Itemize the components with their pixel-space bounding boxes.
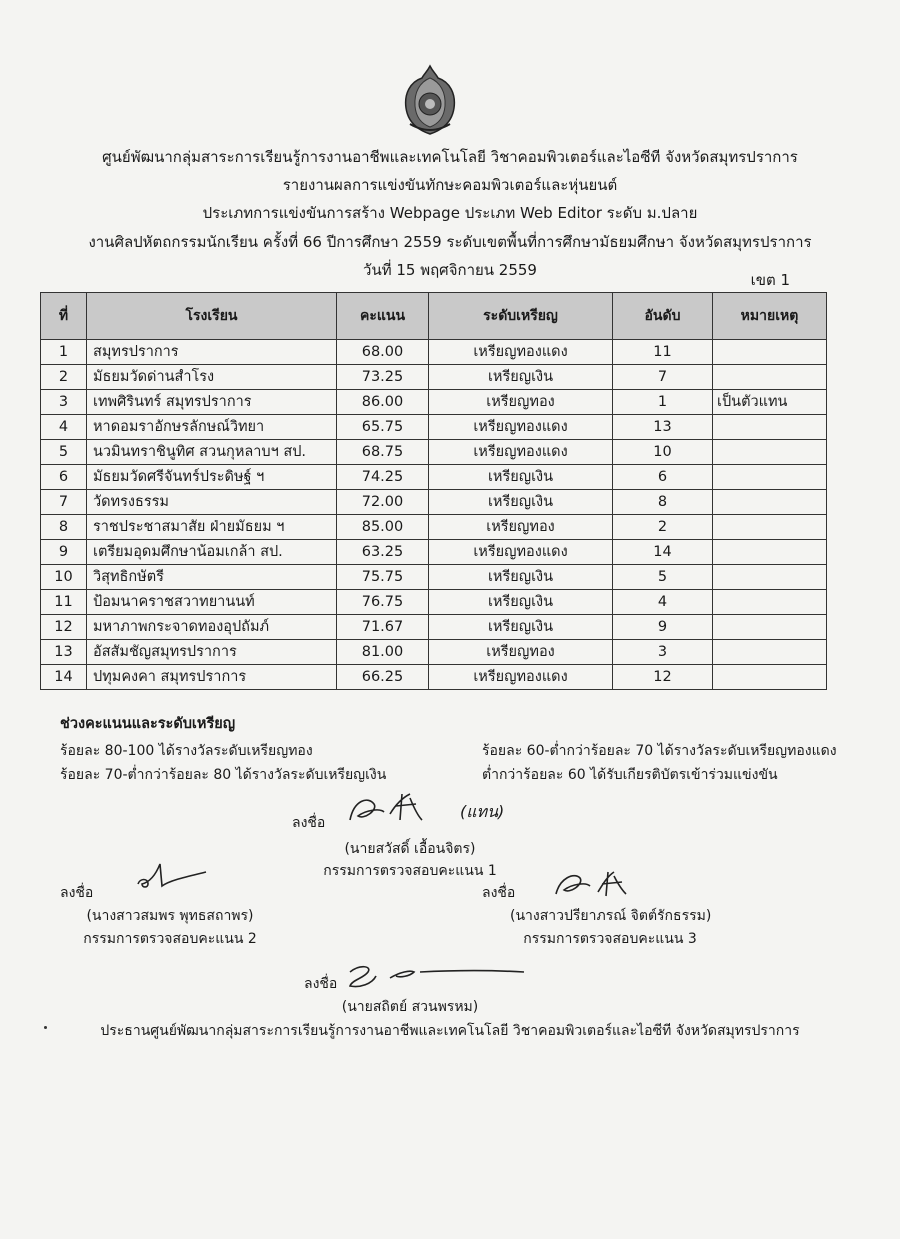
col-header-school: โรงเรียน — [87, 293, 337, 340]
range-bronze: ร้อยละ 60-ต่ำกว่าร้อยละ 70 ได้รางวัลระดับเหรียญทองแดง — [482, 743, 837, 759]
cell-no: 14 — [41, 665, 87, 690]
chair-role: ประธานศูนย์พัฒนากลุ่มสาระการเรียนรู้การงานอาชีพและเทคโนโลยี วิชาคอมพิวเตอร์และไอซีที จังหวัดสมุทรปราการ — [100, 1023, 800, 1039]
cell-school: มัธยมวัดด่านสำโรง — [87, 365, 337, 390]
cell-score: 68.00 — [337, 340, 429, 365]
cell-note — [713, 465, 827, 490]
scan-dot — [44, 1026, 47, 1029]
judge2-signature — [130, 858, 210, 894]
cell-medal: เหรียญเงิน — [429, 615, 613, 640]
cell-note — [713, 590, 827, 615]
cell-medal: เหรียญเงิน — [429, 565, 613, 590]
cell-school: ป้อมนาคราชสวาทยานนท์ — [87, 590, 337, 615]
judge3-signature — [548, 866, 668, 902]
range-gold: ร้อยละ 80-100 ได้รางวัลระดับเหรียญทอง — [60, 743, 313, 759]
table-row — [41, 515, 827, 540]
judge2-role: กรรมการตรวจสอบคะแนน 2 — [83, 931, 257, 947]
cell-medal: เหรียญทองแดง — [429, 440, 613, 465]
judge3-role: กรรมการตรวจสอบคะแนน 3 — [523, 931, 697, 947]
cell-no: 5 — [41, 440, 87, 465]
cell-no: 13 — [41, 640, 87, 665]
cell-note — [713, 415, 827, 440]
table-row — [41, 390, 827, 415]
cell-note — [713, 440, 827, 465]
cell-score: 63.25 — [337, 540, 429, 565]
cell-no: 4 — [41, 415, 87, 440]
header-line-3: ประเภทการแข่งขันการสร้าง Webpage ประเภท Web Editor ระดับ ม.ปลาย — [202, 204, 698, 222]
cell-no: 8 — [41, 515, 87, 540]
cell-rank: 4 — [613, 590, 713, 615]
results-table — [40, 292, 827, 690]
judge2-name: (นางสาวสมพร พุทธสถาพร) — [86, 908, 254, 924]
cell-school: มหาภาพกระจาดทองอุปถัมภ์ — [87, 615, 337, 640]
table-row — [41, 640, 827, 665]
cell-no: 7 — [41, 490, 87, 515]
cell-medal: เหรียญทองแดง — [429, 340, 613, 365]
cell-note — [713, 565, 827, 590]
cell-score: 71.67 — [337, 615, 429, 640]
cell-note — [713, 640, 827, 665]
cell-medal: เหรียญทองแดง — [429, 415, 613, 440]
table-row — [41, 415, 827, 440]
cell-rank: 14 — [613, 540, 713, 565]
cell-score: 66.25 — [337, 665, 429, 690]
table-row — [41, 465, 827, 490]
cell-note — [713, 540, 827, 565]
judge1-signature — [340, 790, 470, 830]
judge3-name: (นางสาวปรียาภรณ์ จิตต์รักธรรม) — [510, 908, 712, 924]
cell-no: 11 — [41, 590, 87, 615]
cell-rank: 10 — [613, 440, 713, 465]
cell-rank: 8 — [613, 490, 713, 515]
cell-rank: 2 — [613, 515, 713, 540]
table-row — [41, 590, 827, 615]
header-date: วันที่ 15 พฤศจิกายน 2559 — [363, 261, 537, 279]
cell-no: 9 — [41, 540, 87, 565]
cell-medal: เหรียญทอง — [429, 515, 613, 540]
cell-school: สมุทรปราการ — [87, 340, 337, 365]
cell-note — [713, 365, 827, 390]
cell-score: 86.00 — [337, 390, 429, 415]
cell-rank: 12 — [613, 665, 713, 690]
cell-no: 12 — [41, 615, 87, 640]
judge2-sign-label: ลงชื่อ — [60, 885, 94, 901]
cell-no: 2 — [41, 365, 87, 390]
cell-school: วัดทรงธรรม — [87, 490, 337, 515]
col-header-score: คะแนน — [337, 293, 429, 340]
header-line-1: ศูนย์พัฒนากลุ่มสาระการเรียนรู้การงานอาชีพและเทคโนโลยี วิชาคอมพิวเตอร์และไอซีที จังหวัดสมุทรปราการ — [102, 148, 798, 166]
cell-rank: 11 — [613, 340, 713, 365]
header-line-2: รายงานผลการแข่งขันทักษะคอมพิวเตอร์และหุ่นยนต์ — [282, 176, 618, 194]
cell-rank: 9 — [613, 615, 713, 640]
cell-no: 10 — [41, 565, 87, 590]
col-header-medal: ระดับเหรียญ — [429, 293, 613, 340]
cell-school: วิสุทธิกษัตรี — [87, 565, 337, 590]
table-row — [41, 440, 827, 465]
header-line-4: งานศิลปหัตถกรรมนักเรียน ครั้งที่ 66 ปีการศึกษา 2559 ระดับเขตพื้นที่การศึกษามัธยมศึกษา จังหวัดสมุทรปราการ — [88, 233, 812, 251]
table-header-row — [41, 293, 827, 340]
cell-school: เทพศิรินทร์ สมุทรปราการ — [87, 390, 337, 415]
cell-medal: เหรียญเงิน — [429, 465, 613, 490]
cell-medal: เหรียญเงิน — [429, 365, 613, 390]
cell-school: ปทุมคงคา สมุทรปราการ — [87, 665, 337, 690]
cell-score: 81.00 — [337, 640, 429, 665]
table-row — [41, 665, 827, 690]
cell-school: มัธยมวัดศรีจันทร์ประดิษฐ์ ฯ — [87, 465, 337, 490]
table-row — [41, 615, 827, 640]
cell-rank: 3 — [613, 640, 713, 665]
cell-rank: 6 — [613, 465, 713, 490]
cell-score: 68.75 — [337, 440, 429, 465]
zone-label: เขต 1 — [750, 271, 790, 289]
cell-medal: เหรียญทองแดง — [429, 665, 613, 690]
cell-school: หาดอมราอักษรลักษณ์วิทยา — [87, 415, 337, 440]
chair-name: (นายสถิตย์ สวนพรหม) — [341, 999, 479, 1015]
cell-score: 85.00 — [337, 515, 429, 540]
cell-note — [713, 490, 827, 515]
cell-rank: 1 — [613, 390, 713, 415]
cell-score: 76.75 — [337, 590, 429, 615]
chair-sign-label: ลงชื่อ — [304, 976, 338, 992]
table-row — [41, 490, 827, 515]
cell-score: 75.75 — [337, 565, 429, 590]
cell-rank: 13 — [613, 415, 713, 440]
judge1-note: (แทน) — [460, 802, 505, 821]
cell-no: 3 — [41, 390, 87, 415]
cell-school: เตรียมอุดมศึกษาน้อมเกล้า สป. — [87, 540, 337, 565]
chair-signature — [340, 958, 530, 994]
ranges-title: ช่วงคะแนนและระดับเหรียญ — [60, 716, 236, 732]
judge1-sign-label: ลงชื่อ — [292, 815, 326, 831]
col-header-note: หมายเหตุ — [713, 293, 827, 340]
cell-rank: 7 — [613, 365, 713, 390]
cell-medal: เหรียญเงิน — [429, 590, 613, 615]
judge1-role: กรรมการตรวจสอบคะแนน 1 — [323, 863, 497, 879]
cell-note — [713, 515, 827, 540]
table-row — [41, 365, 827, 390]
emblem-logo — [400, 64, 460, 136]
col-header-no: ที่ — [41, 293, 87, 340]
cell-note — [713, 665, 827, 690]
cell-no: 1 — [41, 340, 87, 365]
cell-no: 6 — [41, 465, 87, 490]
cell-score: 72.00 — [337, 490, 429, 515]
cell-note: เป็นตัวแทน — [713, 390, 827, 415]
cell-medal: เหรียญทอง — [429, 390, 613, 415]
table-row — [41, 565, 827, 590]
table-row — [41, 540, 827, 565]
range-silver: ร้อยละ 70-ต่ำกว่าร้อยละ 80 ได้รางวัลระดับเหรียญเงิน — [60, 767, 387, 783]
cell-score: 73.25 — [337, 365, 429, 390]
cell-school: นวมินทราชินูทิศ สวนกุหลาบฯ สป. — [87, 440, 337, 465]
cell-score: 74.25 — [337, 465, 429, 490]
cell-rank: 5 — [613, 565, 713, 590]
cell-score: 65.75 — [337, 415, 429, 440]
cell-medal: เหรียญทอง — [429, 640, 613, 665]
col-header-rank: อันดับ — [613, 293, 713, 340]
range-participate: ต่ำกว่าร้อยละ 60 ได้รับเกียรติบัตรเข้าร่วมแข่งขัน — [482, 767, 778, 783]
cell-medal: เหรียญทองแดง — [429, 540, 613, 565]
cell-school: อัสสัมชัญสมุทรปราการ — [87, 640, 337, 665]
cell-note — [713, 340, 827, 365]
cell-note — [713, 615, 827, 640]
judge1-name: (นายสวัสดิ์ เอื้อนจิตร) — [344, 841, 476, 857]
cell-school: ราชประชาสมาสัย ฝ่ายมัธยม ฯ — [87, 515, 337, 540]
cell-medal: เหรียญเงิน — [429, 490, 613, 515]
judge3-sign-label: ลงชื่อ — [482, 885, 516, 901]
table-row — [41, 340, 827, 365]
